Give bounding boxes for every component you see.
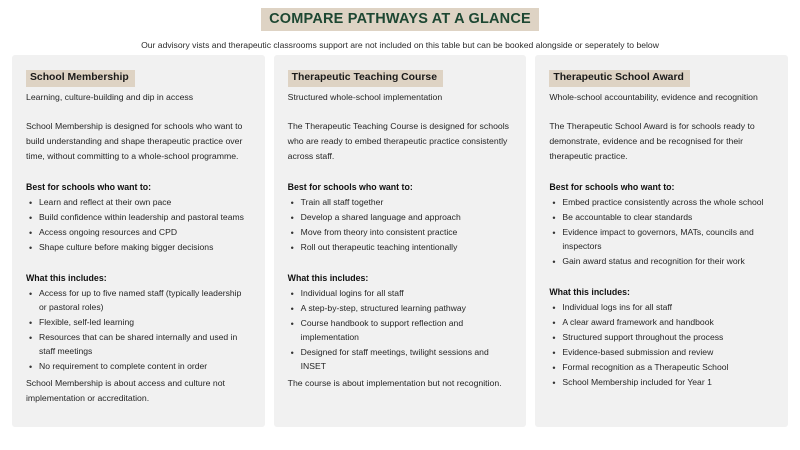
list-item: • Designed for staff meetings, twilight sessions and INSET [288, 346, 513, 374]
list-item: • Learn and reflect at their own pace [26, 196, 251, 210]
card-outro: School Membership is about access and culture not implementation or accreditation. [26, 378, 225, 403]
list-item: • A step-by-step, structured learning pathway [288, 302, 513, 316]
card-title: School Membership [26, 70, 135, 87]
best-for-list [549, 196, 774, 269]
page-header [0, 0, 800, 51]
card-intro: The Therapeutic Teaching Course is designed for schools who are ready to embed therapeutic practice consistently across staff. [287, 121, 510, 162]
card-title: Therapeutic Teaching Course [288, 70, 443, 87]
list-item: • Individual logins for all staff [288, 287, 513, 301]
card-outro: The course is about implementation but not recognition. [287, 378, 502, 388]
list-item: • Course handbook to support reflection and implementation [288, 317, 513, 345]
card-subtitle: Learning, culture-building and dip in access [26, 91, 194, 102]
page-subtitle: Our advisory vists and therapeutic classrooms support are not included on this table but can be booked alongside or seperately to below [141, 40, 659, 51]
best-for-heading: Best for schools who want to: [287, 182, 413, 193]
page-title: COMPARE PATHWAYS AT A GLANCE [261, 8, 539, 31]
includes-list [288, 287, 513, 374]
list-item: • Flexible, self-led learning [26, 316, 251, 330]
list-item: • Structured support throughout the process [549, 331, 774, 345]
list-item: • Embed practice consistently across the whole school [549, 196, 774, 210]
includes-heading: What this includes: [287, 273, 369, 284]
list-item: • Evidence impact to governors, MATs, councils and inspectors [549, 226, 774, 254]
pathway-card-therapeutic-school-award [535, 55, 788, 427]
list-item: • A clear award framework and handbook [549, 316, 774, 330]
list-item: • Resources that can be shared internally and used in staff meetings [26, 331, 251, 359]
list-item: • Gain award status and recognition for their work [549, 255, 774, 269]
list-item: • Be accountable to clear standards [549, 211, 774, 225]
list-item: • Access for up to five named staff (typically leadership or pastoral roles) [26, 287, 251, 315]
includes-list [26, 287, 251, 374]
list-item: • Formal recognition as a Therapeutic School [549, 361, 774, 375]
list-item: • Shape culture before making bigger decisions [26, 241, 251, 255]
list-item: • Evidence-based submission and review [549, 346, 774, 360]
list-item: • Roll out therapeutic teaching intentionally [288, 241, 513, 255]
list-item: • Move from theory into consistent practice [288, 226, 513, 240]
card-subtitle: Structured whole-school implementation [287, 91, 443, 102]
card-title: Therapeutic School Award [549, 70, 690, 87]
list-item: • Access ongoing resources and CPD [26, 226, 251, 240]
includes-list [549, 301, 774, 390]
includes-heading: What this includes: [549, 287, 630, 298]
includes-heading: What this includes: [26, 273, 107, 284]
best-for-heading: Best for schools who want to: [26, 182, 152, 193]
pathway-card-therapeutic-teaching-course [274, 55, 527, 427]
list-item: • No requirement to complete content in order [26, 360, 251, 374]
list-item: • Develop a shared language and approach [288, 211, 513, 225]
pathway-columns [12, 55, 788, 427]
card-intro: The Therapeutic School Award is for schools ready to demonstrate, evidence and be recognised for their therapeutic practice. [549, 121, 755, 162]
list-item: • Individual logs ins for all staff [549, 301, 774, 315]
list-item: • Build confidence within leadership and pastoral teams [26, 211, 251, 225]
pathway-card-school-membership [12, 55, 265, 427]
list-item: • Train all staff together [288, 196, 513, 210]
best-for-list [26, 196, 251, 255]
best-for-heading: Best for schools who want to: [549, 182, 675, 193]
best-for-list [288, 196, 513, 255]
card-intro: School Membership is designed for schools who want to build understanding and shape therapeutic practice over time, without committing to a whole-school programme. [26, 121, 243, 162]
card-subtitle: Whole-school accountability, evidence and recognition [549, 91, 758, 102]
list-item: • School Membership included for Year 1 [549, 376, 774, 390]
